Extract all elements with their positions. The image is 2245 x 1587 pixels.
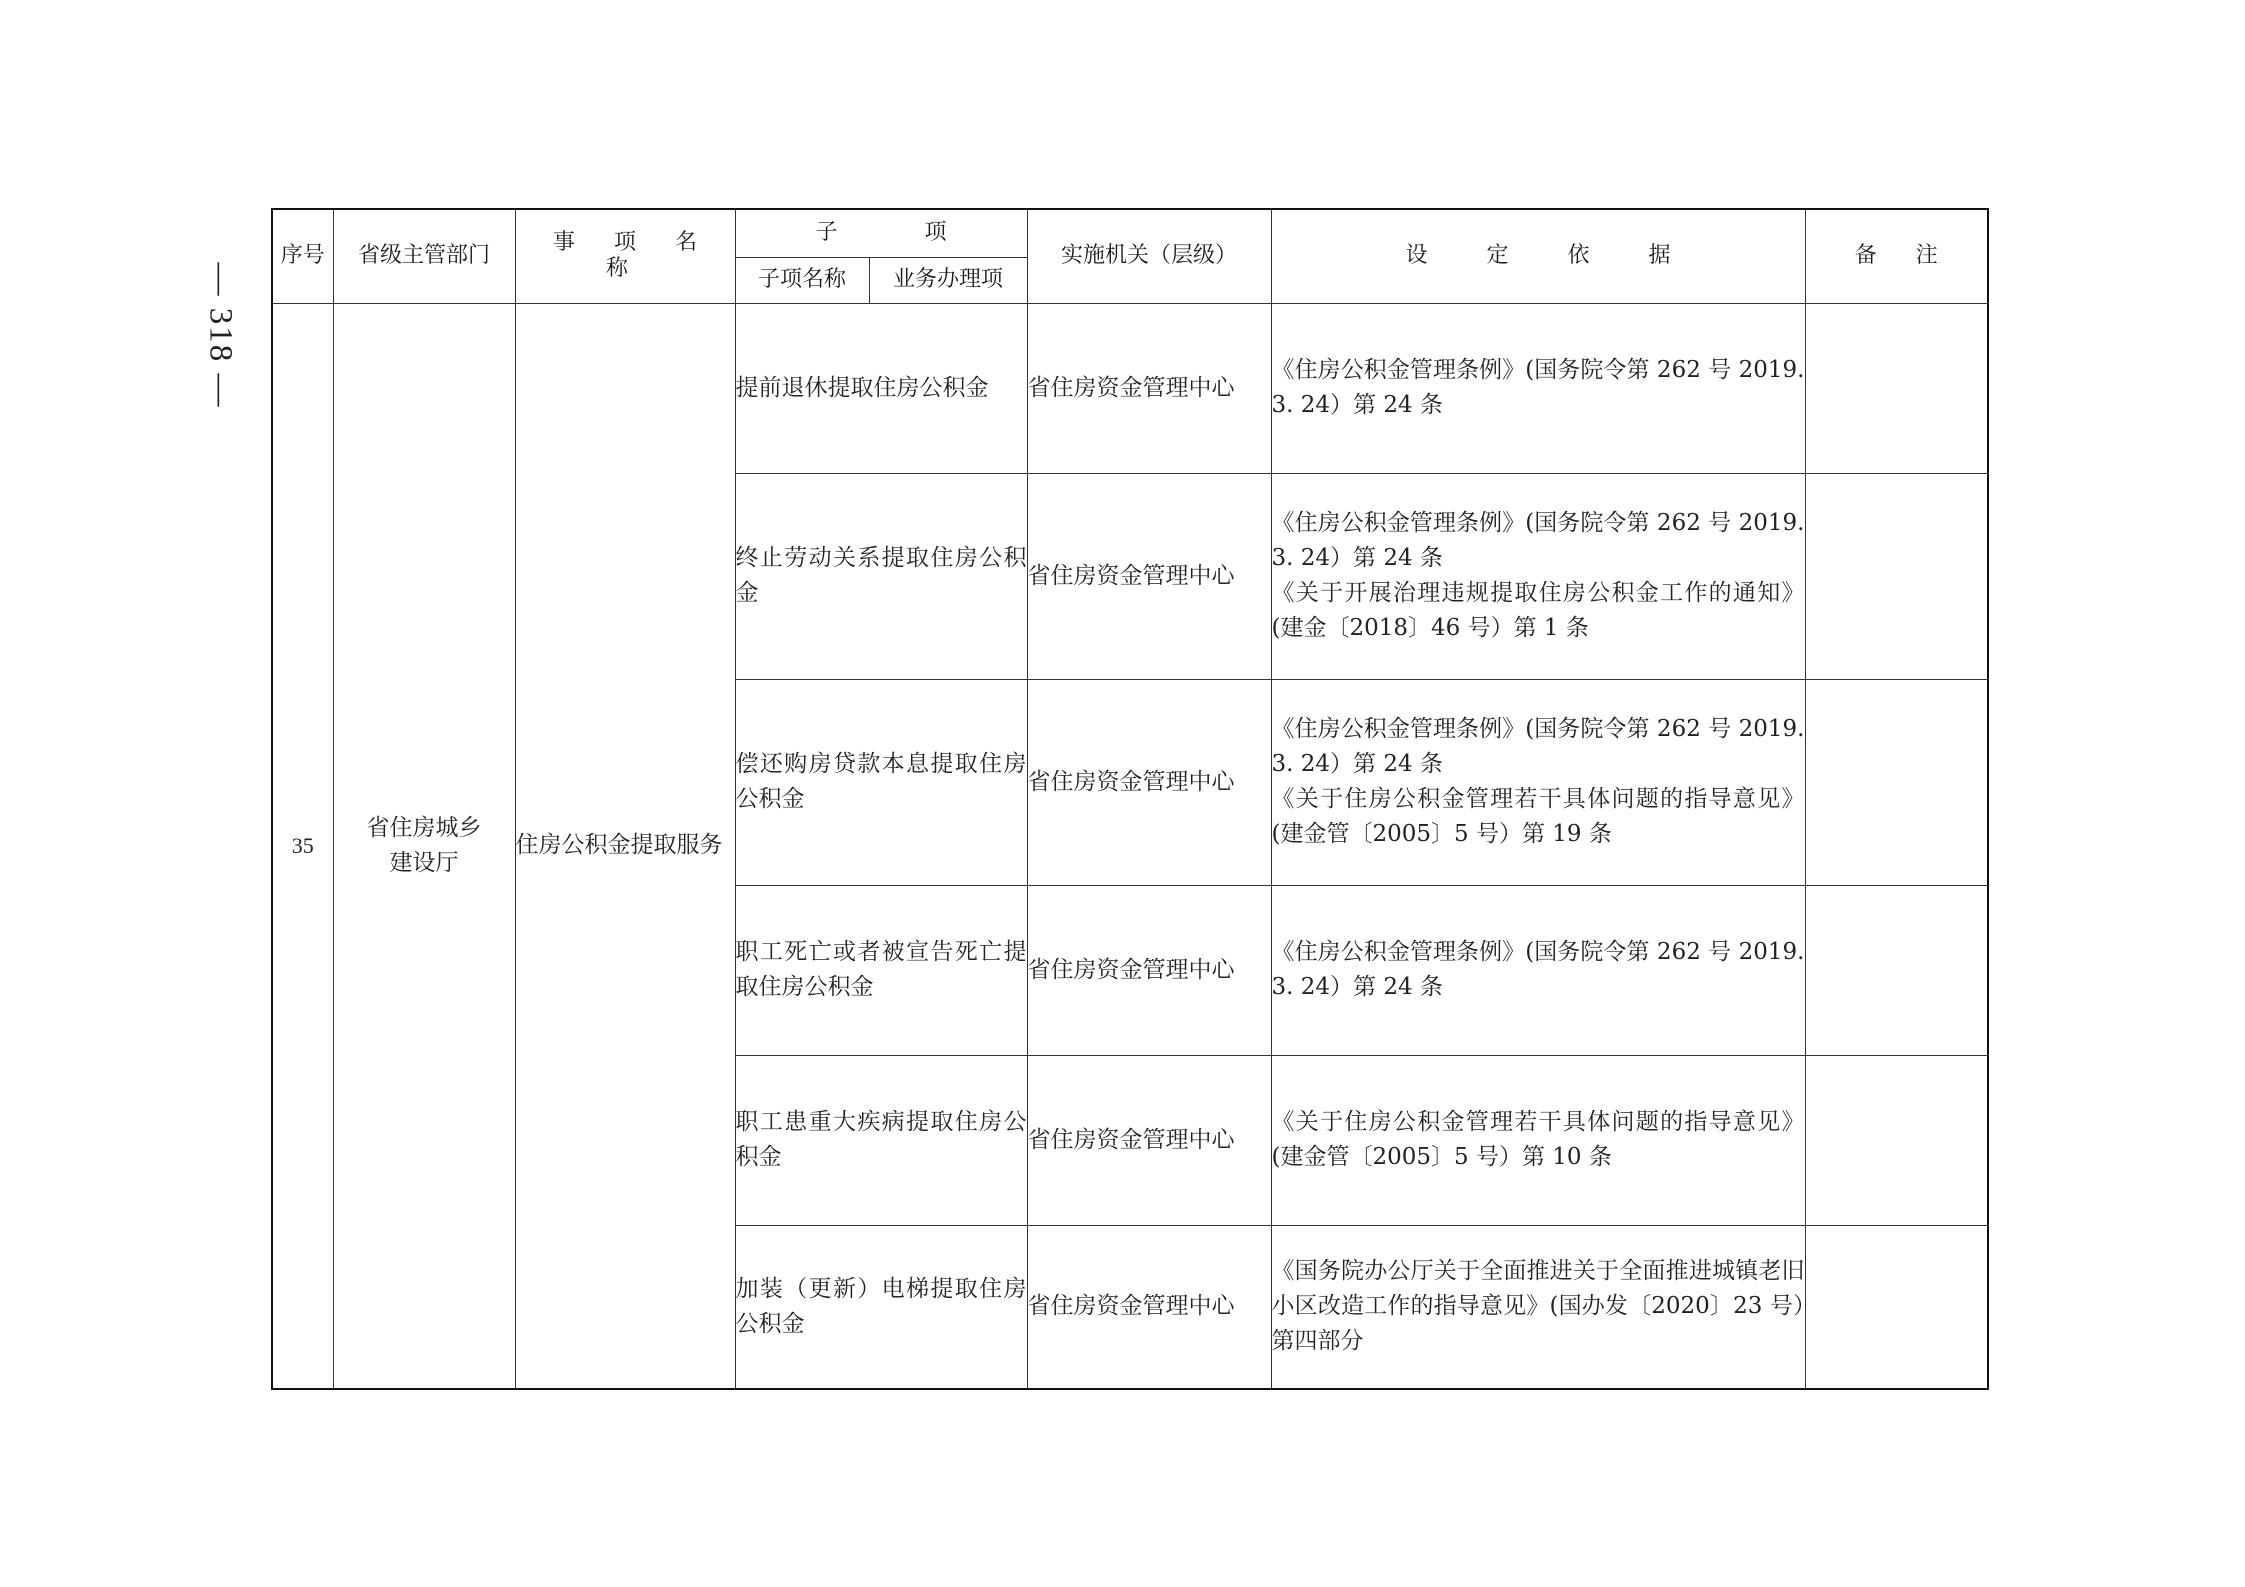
basis-line: 《关于住房公积金管理若干具体问题的指导意见》(建金管〔2005〕5 号）第 10 条	[1271, 1109, 1805, 1170]
basis-line: 《关于开展治理违规提取住房公积金工作的通知》(建金〔2018〕46 号）第 1 条	[1271, 580, 1805, 641]
basis-line: 《住房公积金管理条例》(国务院令第 262 号 2019. 3. 24）第 24 条	[1271, 939, 1805, 1000]
header-item-name: 事 项 名 称	[515, 209, 735, 303]
sub-item-name-cell: 加装（更新）电梯提取住房公积金	[735, 1225, 1027, 1389]
basis-cell	[1271, 1055, 1805, 1225]
agency-cell: 省住房资金管理中心	[1027, 679, 1271, 885]
basis-cell	[1271, 303, 1805, 473]
header-remarks: 备 注	[1805, 209, 1988, 303]
sub-item-name-cell: 终止劳动关系提取住房公积金	[735, 473, 1027, 679]
page-number	[200, 240, 240, 430]
seq-cell: 35	[272, 303, 333, 1389]
remarks-cell	[1805, 1225, 1988, 1389]
agency-cell: 省住房资金管理中心	[1027, 303, 1271, 473]
page-number-text: — 318 —	[202, 262, 239, 408]
basis-line: 《住房公积金管理条例》(国务院令第 262 号 2019. 3. 24）第 24 条	[1271, 357, 1805, 418]
basis-line: 《住房公积金管理条例》(国务院令第 262 号 2019. 3. 24）第 24 条	[1271, 716, 1805, 777]
agency-cell: 省住房资金管理中心	[1027, 885, 1271, 1055]
remarks-cell	[1805, 1055, 1988, 1225]
item-name-cell: 住房公积金提取服务	[515, 303, 735, 1389]
basis-cell	[1271, 679, 1805, 885]
header-row-1	[272, 209, 1988, 257]
sub-item-name-cell: 提前退休提取住房公积金	[735, 303, 1027, 473]
basis-line: 《国务院办公厅关于全面推进关于全面推进城镇老旧小区改造工作的指导意见》(国办发〔2020〕23 号）第四部分	[1271, 1258, 1805, 1355]
dept-text: 省住房城乡建设厅	[366, 814, 482, 876]
header-business-item: 业务办理项	[869, 257, 1027, 303]
remarks-cell	[1805, 679, 1988, 885]
header-sub-item-name: 子项名称	[735, 257, 869, 303]
basis-cell	[1271, 1225, 1805, 1389]
header-dept: 省级主管部门	[333, 209, 515, 303]
catalog-table	[271, 208, 1989, 1390]
basis-line: 《住房公积金管理条例》(国务院令第 262 号 2019. 3. 24）第 24 条	[1271, 510, 1805, 571]
basis-line: 《关于住房公积金管理若干具体问题的指导意见》(建金管〔2005〕5 号）第 19 条	[1271, 786, 1805, 847]
remarks-cell	[1805, 303, 1988, 473]
dept-cell	[333, 303, 515, 1389]
header-sub-item: 子 项	[735, 209, 1027, 257]
agency-cell: 省住房资金管理中心	[1027, 473, 1271, 679]
header-seq: 序号	[272, 209, 333, 303]
table-row	[272, 303, 1988, 473]
basis-cell	[1271, 885, 1805, 1055]
sub-item-name-cell: 职工死亡或者被宣告死亡提取住房公积金	[735, 885, 1027, 1055]
agency-cell: 省住房资金管理中心	[1027, 1055, 1271, 1225]
sub-item-name-cell: 职工患重大疾病提取住房公积金	[735, 1055, 1027, 1225]
remarks-cell	[1805, 885, 1988, 1055]
remarks-cell	[1805, 473, 1988, 679]
header-basis: 设 定 依 据	[1271, 209, 1805, 303]
basis-cell	[1271, 473, 1805, 679]
agency-cell: 省住房资金管理中心	[1027, 1225, 1271, 1389]
sub-item-name-cell: 偿还购房贷款本息提取住房公积金	[735, 679, 1027, 885]
header-agency: 实施机关（层级）	[1027, 209, 1271, 303]
